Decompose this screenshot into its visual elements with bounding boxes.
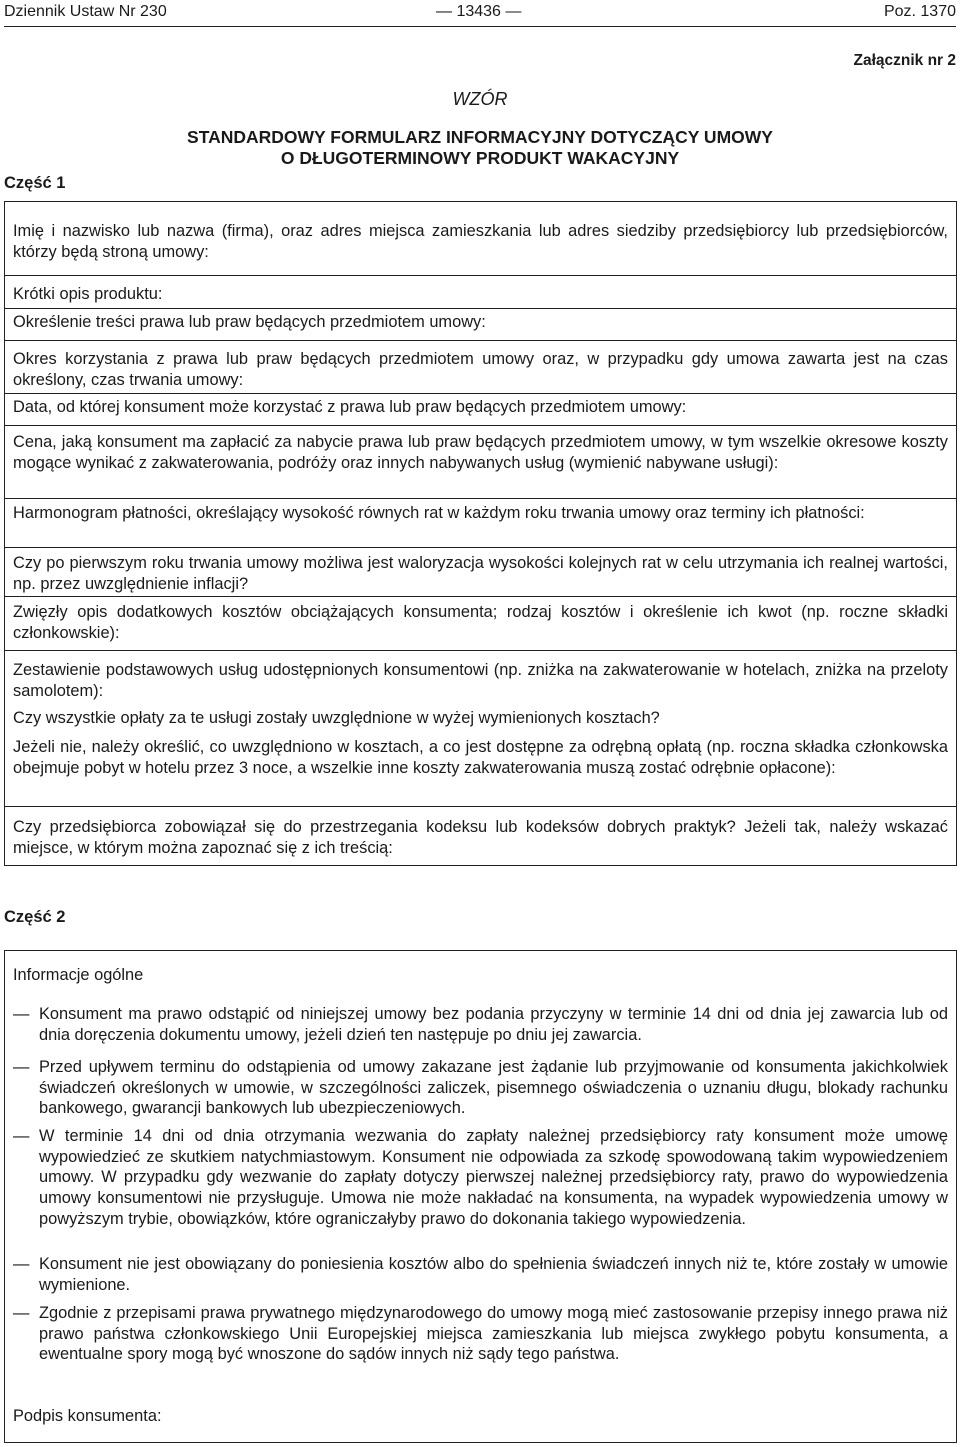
field-price: Cena, jaką konsument ma zapłacić za nabycie prawa lub praw będących przedmiotem umowy, w tym wszelkie okresowe koszty mogące wynikać z zakwaterowania, podróży oraz innych nabywanych usług (wymienić nabywane usługi): [13,433,948,472]
info-item-withdrawal: — Konsument ma prawo odstąpić od niniejszej umowy bez podania przyczyny w terminie 14 dni od dnia jej zawarcia lub od dnia doręczenia dokumentu umowy, jeżeli dzień ten następuje po dniu jej zawarcia. [13,1005,948,1044]
divider [5,806,956,807]
page-header [4,0,956,27]
divider [5,425,956,426]
part1-form-box [4,201,957,866]
part2-info-box [4,950,957,1443]
field-indexation: Czy po pierwszym roku trwania umowy możliwa jest waloryzacja wysokości kolejnych rat w celu utrzymania ich realnej wartości, np. przez uwzględnienie inflacji? [13,554,948,593]
divider [5,547,956,548]
consumer-signature-field: Podpis konsumenta: [13,1407,162,1425]
divider [5,275,956,276]
divider [5,340,956,341]
dash-marker: — [13,1304,30,1322]
info-item-advance-ban: — Przed upływem terminu do odstąpienia od umowy zakazane jest żądanie lub przyjmowanie od konsumenta jakichkolwiek świadczeń określonych w umowie, w szczególności zaliczek, pisemnego oświadczenia o uznaniu długu, blokady rachunku bankowego, gwarancji bankowych lub ubezpieczeniowych. [13,1058,948,1118]
part1-label: Część 1 [4,174,66,192]
field-code-of-conduct: Czy przedsiębiorca zobowiązał się do przestrzegania kodeksu lub kodeksów dobrych praktyk? Jeżeli tak, należy wskazać miejsce, w którym można zapoznać się z ich treścią: [13,818,948,857]
annex-label: Załącznik nr 2 [853,52,956,69]
divider [5,308,956,309]
field-product-description: Krótki opis produktu: [13,285,163,303]
info-item-no-extra-costs: — Konsument nie jest obowiązany do poniesienia kosztów albo do spełnienia świadczeń innych niż te, które zostały w umowie wymienione. [13,1255,948,1294]
field-costs-clarification: Jeżeli nie, należy określić, co uwzględniono w kosztach, a co jest dostępne za odrębną opłatą (np. roczna składka członkowska obejmuje pobyt w hotelu przez 3 noce, a wszelkie inne koszty zakwaterowania muszą zostać odrębnie opłacone): [13,738,948,777]
dash-marker: — [13,1255,30,1273]
divider [5,650,956,651]
title-line-2: O DŁUGOTERMINOWY PRODUKT WAKACYJNY [280,148,680,168]
dash-marker: — [13,1127,30,1145]
general-info-heading: Informacje ogólne [13,966,144,984]
position-number: Poz. 1370 [883,3,956,20]
template-label: WZÓR [452,89,508,109]
dash-marker: — [13,1005,30,1023]
part2-label: Część 2 [4,908,66,926]
field-payment-schedule: Harmonogram płatności, określający wysokość równych rat w każdym roku trwania umowy oraz terminy ich płatności: [13,504,865,522]
title-line-1: STANDARDOWY FORMULARZ INFORMACYJNY DOTYCZĄCY UMOWY [187,127,773,147]
page-number: — 13436 — [436,3,522,20]
field-additional-costs: Zwięzły opis dodatkowych kosztów obciążających konsumenta; rodzaj kosztów i określenie ich kwot (np. roczne składki członkowskie): [13,603,948,642]
divider [5,498,956,499]
field-start-date: Data, od której konsument może korzystać z prawa lub praw będących przedmiotem umowy: [13,398,687,416]
dash-marker: — [13,1058,30,1076]
field-rights-definition: Określenie treści prawa lub praw będących przedmiotem umowy: [13,313,486,331]
info-item-applicable-law: — Zgodnie z przepisami prawa prywatnego międzynarodowego do umowy mogą mieć zastosowanie przepisy innego prawa niż prawo państwa członkowskiego Unii Europejskiej miejsca zamieszkania lub miejsca zwykłego pobytu konsumenta, a ewentualne spory mogą być wnoszone do sądów innych niż sądy tego państwa. [13,1304,948,1364]
info-item-termination: — W terminie 14 dni od dnia otrzymania wezwania do zapłaty należnej przedsiębiorcy raty konsument może umowę wypowiedzieć ze skutkiem natychmiastowym. Konsument nie odpowiada za szkodę spowodowaną takim wypowiedzeniem umowy. W przypadku gdy wezwanie do zapłaty dotyczy pierwszej należnej przedsiębiorcy raty, prawo do wypowiedzenia umowy konsumentowi nie przysługuje. Umowa nie może nakładać na konsumenta, na wypadek wypowiedzenia umowy w powyższym trybie, obowiązków, które ograniczałyby prawo do dokonania takiego wypowiedzenia. [13,1127,948,1228]
journal-title: Dziennik Ustaw Nr 230 [4,3,167,20]
field-fees-included: Czy wszystkie opłaty za te usługi zostały uwzględnione w wyżej wymienionych kosztach? [13,709,660,727]
field-usage-period: Okres korzystania z prawa lub praw będących przedmiotem umowy oraz, w przypadku gdy umowa zawarta jest na czas określony, czas trwania umowy: [13,350,948,389]
divider [5,393,956,394]
field-basic-services: Zestawienie podstawowych usług udostępnionych konsumentowi (np. zniżka na zakwaterowanie w hotelach, zniżka na przeloty samolotem): [13,661,948,700]
document-title [0,127,960,169]
field-trader-identity: Imię i nazwisko lub nazwa (firma), oraz adres miejsca zamieszkania lub adres siedziby przedsiębiorcy lub przedsiębiorców, którzy będą stroną umowy: [13,222,948,261]
divider [5,596,956,597]
